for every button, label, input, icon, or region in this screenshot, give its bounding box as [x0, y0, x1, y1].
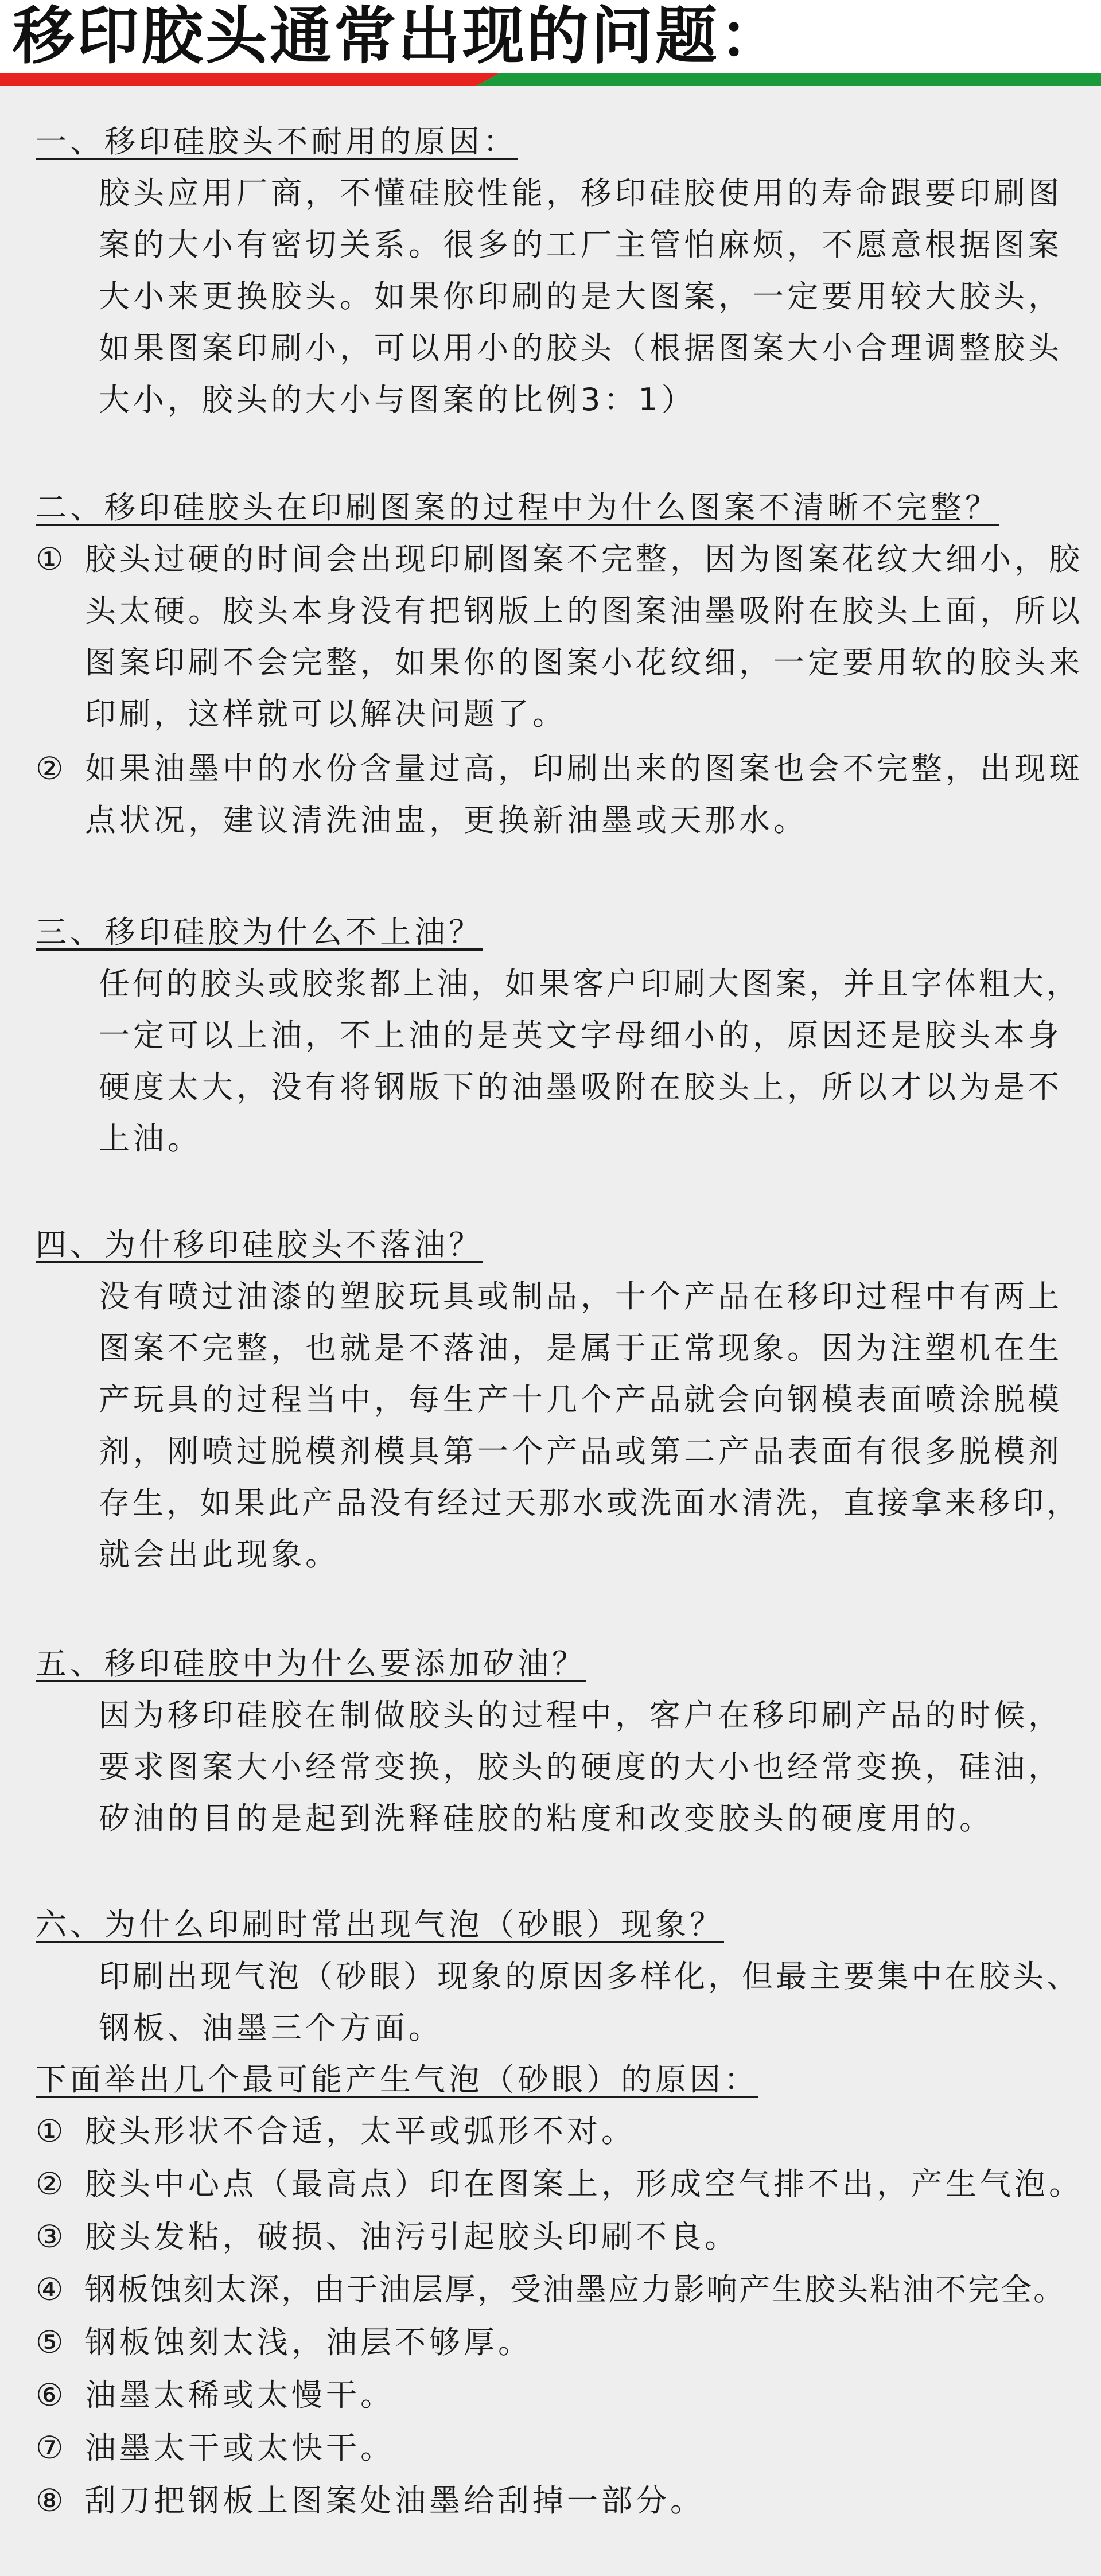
- section-2-item-2-line: 点状况，建议清洗油盅，更换新油墨或天那水。: [85, 802, 808, 838]
- section-5-line: 要求图案大小经常变换，胶头的硬度的大小也经常变换，硅油，: [99, 1749, 1063, 1785]
- item-marker: ①: [36, 541, 64, 577]
- section-2-item-1-line: 头太硬。胶头本身没有把钢版上的图案油墨吸附在胶头上面，所以: [85, 593, 1083, 629]
- item-marker: ①: [36, 2113, 64, 2149]
- header: [0, 0, 1101, 86]
- header-stripe: [0, 73, 1101, 86]
- stripe-green: [476, 73, 1101, 86]
- section-4-line: 图案不完整，也就是不落油，是属于正常现象。因为注塑机在生: [99, 1330, 1063, 1366]
- section-3-line: 上油。: [99, 1120, 202, 1157]
- section-4-line: 存生，如果此产品没有经过天那水或洗面水清洗，直接拿来移印，: [99, 1485, 1080, 1521]
- cause-item: 油墨太稀或太慢干。: [85, 2377, 395, 2413]
- section-4-line: 没有喷过油漆的塑胶玩具或制品，十个产品在移印过程中有两上: [99, 1278, 1063, 1314]
- section-3-line: 硬度太大，没有将钢版下的油墨吸附在胶头上，所以才以为是不: [99, 1069, 1063, 1105]
- item-marker: ④: [36, 2271, 64, 2307]
- page-title: 移印胶头通常出现的问题：: [13, 1, 784, 72]
- section-2-item-1-line: 胶头过硬的时间会出现印刷图案不完整，因为图案花纹大细小，胶: [85, 541, 1083, 577]
- item-marker: ⑥: [36, 2377, 64, 2413]
- article-body: [0, 86, 1101, 2576]
- item-marker: ②: [36, 750, 64, 787]
- section-5-line: 矽油的目的是起到洗释硅胶的粘度和改变胶头的硬度用的。: [99, 1800, 994, 1836]
- section-4-line: 产玩具的过程当中，每生产十几个产品就会向钢模表面喷涂脱模: [99, 1382, 1063, 1418]
- section-6-subheading: 下面举出几个最可能产生气泡（砂眼）的原因：: [36, 2061, 758, 2098]
- cause-item: 胶头中心点（最高点）印在图案上，形成空气排不出，产生气泡。: [85, 2166, 1083, 2202]
- section-6-line: 印刷出现气泡（砂眼）现象的原因多样化，但最主要集中在胶头、: [99, 1958, 1080, 1994]
- section-1-heading: 一、移印硅胶头不耐用的原因：: [36, 123, 518, 159]
- item-marker: ⑤: [36, 2324, 64, 2360]
- section-2-item-2-line: 如果油墨中的水份含量过高，印刷出来的图案也会不完整，出现斑: [85, 750, 1083, 787]
- item-marker: ③: [36, 2219, 64, 2255]
- section-3-line: 一定可以上油，不上油的是英文字母细小的，原因还是胶头本身: [99, 1017, 1063, 1053]
- cause-item: 刮刀把钢板上图案处油墨给刮掉一部分。: [85, 2482, 705, 2519]
- section-4-line: 就会出此现象。: [99, 1536, 340, 1573]
- cause-item: 油墨太干或太快干。: [85, 2430, 395, 2466]
- cause-item: 钢板蚀刻太深，由于油层厚，受油墨应力影响产生胶头粘油不完全。: [85, 2271, 1066, 2307]
- section-5-line: 因为移印硅胶在制做胶头的过程中，客户在移印刷产品的时候，: [99, 1697, 1063, 1733]
- item-marker: ②: [36, 2166, 64, 2202]
- item-marker: ⑦: [36, 2430, 64, 2466]
- section-1-line: 胶头应用厂商，不懂硅胶性能，移印硅胶使用的寿命跟要印刷图: [99, 175, 1063, 211]
- section-3-line: 任何的胶头或胶浆都上油，如果客户印刷大图案，并且字体粗大，: [99, 966, 1080, 1002]
- section-2-item-1-line: 图案印刷不会完整，如果你的图案小花纹细，一定要用软的胶头来: [85, 644, 1083, 680]
- stripe-red: [0, 73, 499, 86]
- section-1-line: 大小，胶头的大小与图案的比例3：1）: [99, 382, 696, 418]
- section-1-line: 大小来更换胶头。如果你印刷的是大图案，一定要用较大胶头，: [99, 278, 1063, 314]
- section-2-item-1-line: 印刷，这样就可以解决问题了。: [85, 696, 567, 732]
- cause-item: 胶头发粘，破损、油污引起胶头印刷不良。: [85, 2219, 739, 2255]
- cause-item: 胶头形状不合适，太平或弧形不对。: [85, 2113, 636, 2149]
- section-3-heading: 三、移印硅胶为什么不上油？: [36, 914, 483, 950]
- section-2-heading: 二、移印硅胶头在印刷图案的过程中为什么图案不清晰不完整？: [36, 489, 999, 526]
- section-4-line: 剂，刚喷过脱模剂模具第一个产品或第二产品表面有很多脱模剂: [99, 1433, 1063, 1469]
- section-6-heading: 六、为什么印刷时常出现气泡（砂眼）现象？: [36, 1906, 724, 1943]
- section-5-heading: 五、移印硅胶中为什么要添加矽油？: [36, 1645, 586, 1682]
- section-1-line: 如果图案印刷小，可以用小的胶头（根据图案大小合理调整胶头: [99, 330, 1063, 366]
- cause-item: 钢板蚀刻太浅，油层不够厚。: [85, 2324, 532, 2360]
- section-1-line: 案的大小有密切关系。很多的工厂主管怕麻烦，不愿意根据图案: [99, 227, 1063, 263]
- section-4-heading: 四、为什移印硅胶头不落油？: [36, 1227, 483, 1263]
- item-marker: ⑧: [36, 2482, 64, 2519]
- section-6-line: 钢板、油墨三个方面。: [99, 2010, 443, 2046]
